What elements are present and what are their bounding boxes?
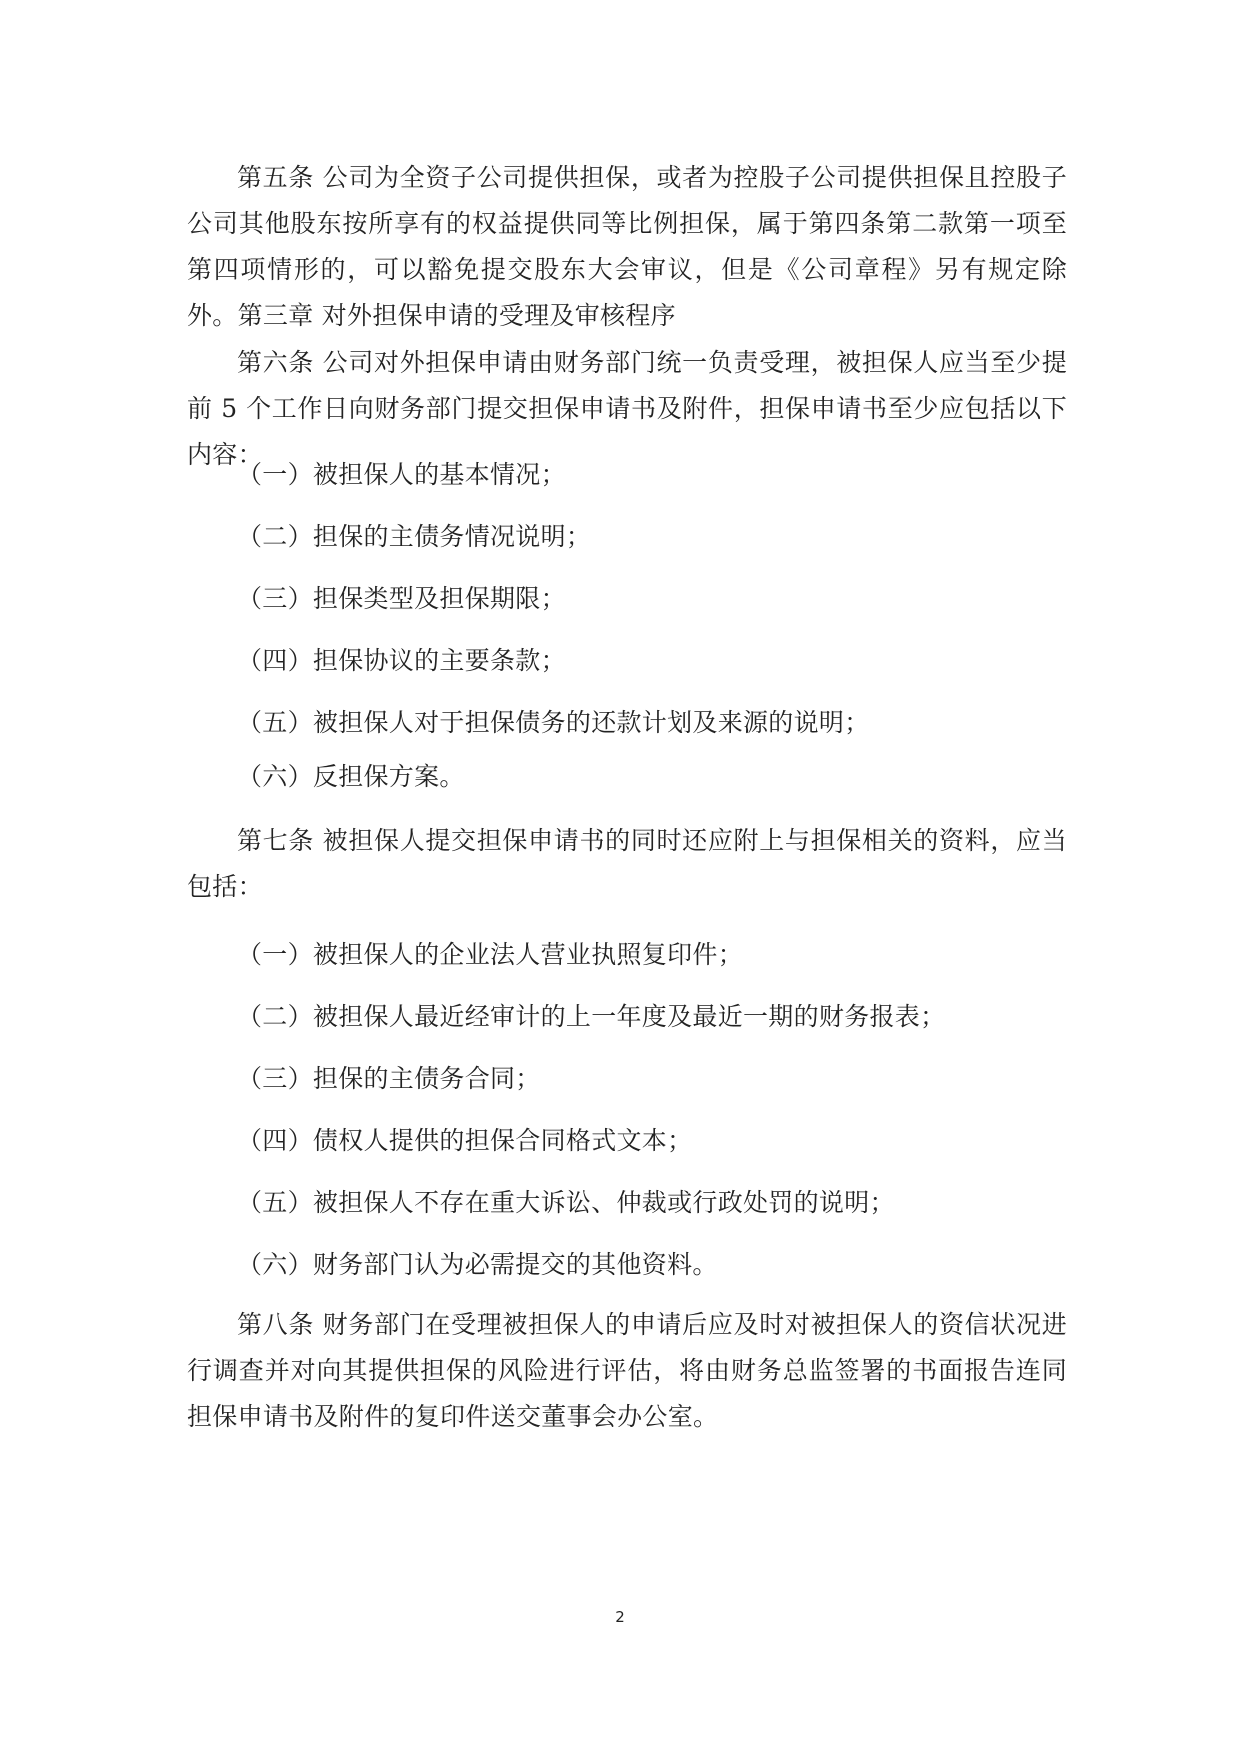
article-6-item-3: （三）担保类型及担保期限；: [237, 584, 566, 613]
article-7-item-2: （二）被担保人最近经审计的上一年度及最近一期的财务报表；: [237, 1002, 946, 1031]
page-number: 2: [615, 1608, 625, 1626]
article-7-item-6: （六）财务部门认为必需提交的其他资料。: [237, 1250, 718, 1279]
article-7-item-1: （一）被担保人的企业法人营业执照复印件；: [237, 940, 744, 969]
article-7-item-5: （五）被担保人不存在重大诉讼、仲裁或行政处罚的说明；: [237, 1188, 895, 1217]
article-7-item-3: （三）担保的主债务合同；: [237, 1064, 541, 1093]
article-7-paragraph: 第七条 被担保人提交担保申请书的同时还应附上与担保相关的资料，应当包括：: [187, 826, 1067, 901]
article-6-item-5: （五）被担保人对于担保债务的还款计划及来源的说明；: [237, 708, 870, 737]
article-6-item-6: （六）反担保方案。: [237, 762, 465, 791]
article-8-paragraph: 第八条 财务部门在受理被担保人的申请后应及时对被担保人的资信状况进行调查并对向其提供担保的风险进行评估，将由财务总监签署的书面报告连同担保申请书及附件的复印件送交董事会办公室。: [187, 1310, 1067, 1431]
article-7-item-4: （四）债权人提供的担保合同格式文本；: [237, 1126, 693, 1155]
article-6-item-1: （一）被担保人的基本情况；: [237, 460, 566, 489]
article-6-item-2: （二）担保的主债务情况说明；: [237, 522, 592, 551]
article-6-paragraph: 第六条 公司对外担保申请由财务部门统一负责受理，被担保人应当至少提前 5 个工作日向财务部门提交担保申请书及附件，担保申请书至少应包括以下内容：: [187, 348, 1067, 469]
article-5-paragraph: 第五条 公司为全资子公司提供担保，或者为控股子公司提供担保且控股子公司其他股东按所享有的权益提供同等比例担保，属于第四条第二款第一项至第四项情形的，可以豁免提交股东大会审议，但是《公司章程》另有规定除外。第三章 对外担保申请的受理及审核程序: [187, 163, 1067, 330]
article-6-item-4: （四）担保协议的主要条款；: [237, 646, 566, 675]
